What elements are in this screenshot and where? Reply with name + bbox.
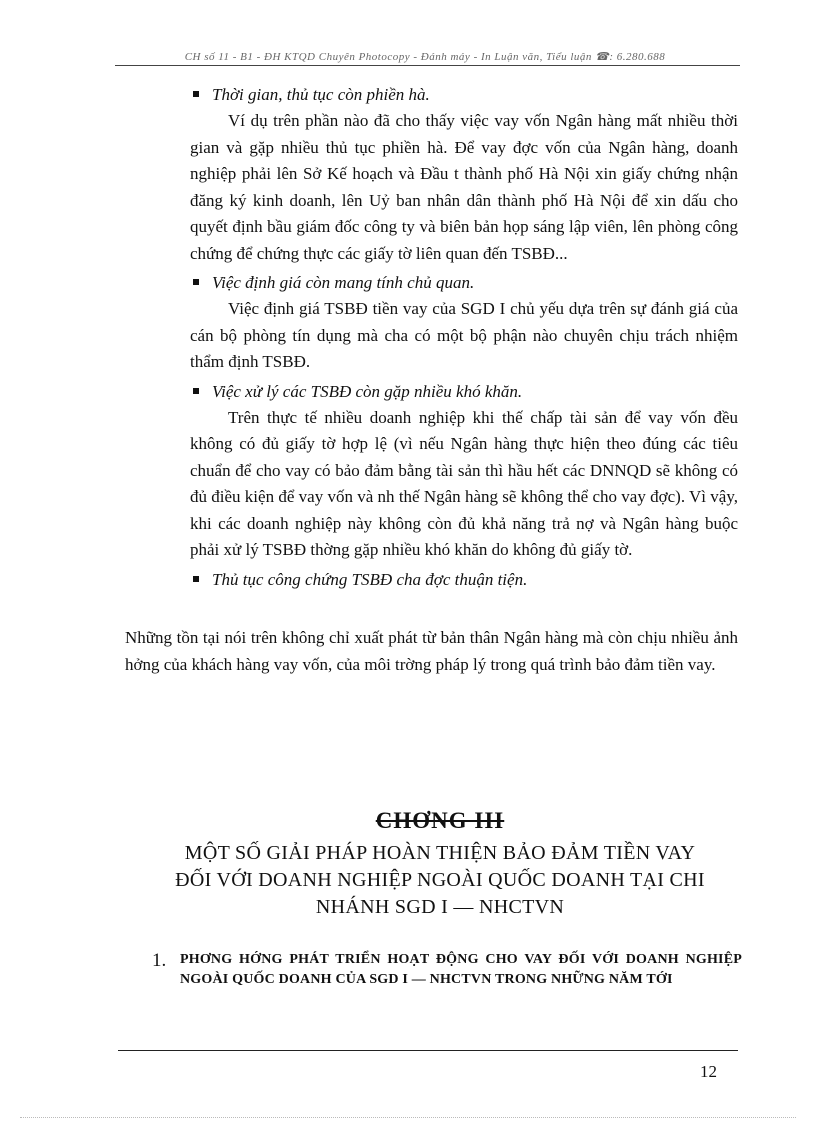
- square-bullet-icon: [193, 576, 199, 582]
- page-number: 12: [700, 1062, 717, 1081]
- bullet-text: Thời gian, thủ tục còn phiền hà.: [212, 85, 430, 104]
- paragraph: Những tồn tại nói trên không chỉ xuất phát từ bản thân Ngân hàng mà còn chịu nhiều ảnh hởng của khách hàng vay vốn, của môi trờng pháp lý trong quá trình bảo đảm tiền vay.: [125, 628, 738, 674]
- paragraph: Ví dụ trên phần nào đã cho thấy việc vay vốn Ngân hàng mất nhiều thời gian và gặp nhiều thủ tục phiền hà. Để vay đợc vốn của Ngân hàng, doanh nghiệp phải lên Sở Kế hoạch và Đầu t thành phố Hà Nội xin giấy chứng nhận đăng ký kinh doanh, lên Uỷ ban nhân dân thành phố Hà Nội để xin dấu cho quyết định bầu giám đốc công ty và biên bản họp sáng lập viên, lên phòng công chứng để chứng thực các giấy tờ liên quan đến TSBĐ...: [190, 111, 738, 263]
- bullet-item: [190, 379, 738, 405]
- header-rule: [115, 65, 740, 66]
- chapter-title-line: NHÁNH SGD I — NHCTVN: [315, 896, 565, 918]
- section-title: PHƠNG HỚNG PHÁT TRIỂN HOẠT ĐỘNG CHO VAY ĐỐI VỚI DOANH NGHIỆP NGOÀI QUỐC DOANH CỦA SGD I — NHCTVN TRONG NHỮNG NĂM TỚI: [180, 952, 742, 987]
- section-number: 1.: [152, 950, 167, 971]
- bullet-item: [190, 567, 738, 593]
- footer-rule: [118, 1050, 738, 1051]
- section-heading: [152, 950, 742, 990]
- bullet-text: Việc xử lý các TSBĐ còn gặp nhiều khó khăn.: [212, 381, 523, 401]
- square-bullet-icon: [193, 91, 199, 97]
- square-bullet-icon: [193, 388, 199, 394]
- bullet-item: [190, 270, 738, 296]
- bullet-item: [190, 82, 738, 108]
- bullet-text: Việc định giá còn mang tính chủ quan.: [212, 273, 475, 292]
- chapter-title: [110, 840, 770, 921]
- square-bullet-icon: [193, 279, 199, 285]
- chapter-title-line: MỘT SỐ GIẢI PHÁP HOÀN THIỆN BẢO ĐẢM TIỀN VAY: [184, 842, 696, 864]
- chapter-title-line: ĐỐI VỚI DOANH NGHIỆP NGOÀI QUỐC DOANH TẠI CHI: [175, 869, 705, 891]
- page-bottom-dotted-line: [20, 1117, 796, 1118]
- page-header: CH số 11 - B1 - ĐH KTQD Chuyên Photocopy - Đánh máy - In Luận văn, Tiểu luận ☎: 6.280.688: [184, 51, 666, 63]
- chapter-label-text: CHƠNG III: [375, 808, 505, 833]
- paragraph: Việc định giá TSBĐ tiền vay của SGD I chủ yếu dựa trên sự đánh giá của cán bộ phòng tín dụng mà cha có một bộ phận nào chuyên chịu trách nhiệm thẩm định TSBĐ.: [190, 299, 738, 371]
- paragraph: Trên thực tế nhiều doanh nghiệp khi thế chấp tài sản để vay vốn đều không có đủ giấy tờ hợp lệ (vì nếu Ngân hàng thực hiện theo đúng các tiêu chuẩn để cho vay có bảo đảm bằng tài sản thì hầu hết các DNNQD sẽ không có đủ điều kiện để vay vốn và nh thế Ngân hàng sẽ không thể cho vay đợc). Vì vậy, khi các doanh nghiệp này không còn đủ khả năng trả nợ và Ngân hàng buộc phải xử lý TSBĐ thờng gặp nhiều khó khăn do không đủ giấy tờ.: [190, 407, 738, 559]
- bullet-text: Thủ tục công chứng TSBĐ cha đợc thuận tiện.: [212, 569, 528, 589]
- chapter-label: [110, 808, 770, 834]
- body-content: [190, 80, 738, 593]
